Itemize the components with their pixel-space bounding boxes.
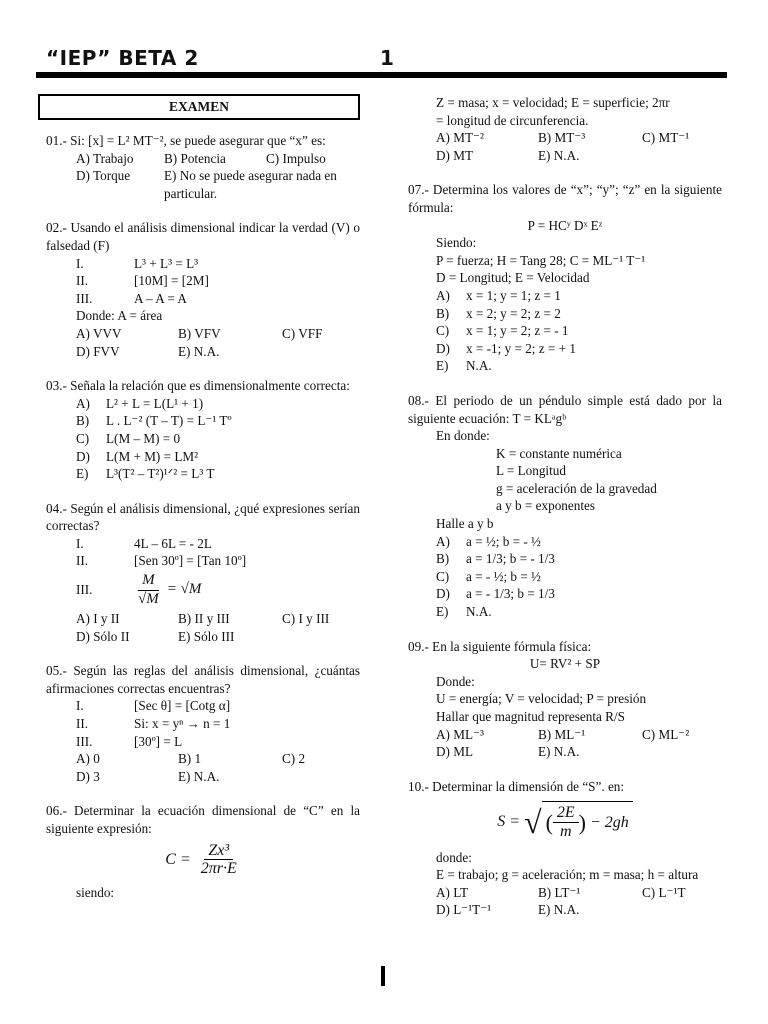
q4-stmt-ii: [Sen 30º] = [Tan 10º] (134, 553, 247, 569)
q5-stmt-i: [Sec θ] = [Cotg α] (134, 698, 231, 714)
question-5-stem: 05.- Según las reglas del análisis dimensional, ¿cuántas afirmaciones correctas encuentras? (46, 663, 360, 696)
q4-option-a: A) I y II (76, 611, 120, 627)
q8-def-l: L = Longitud (496, 463, 566, 479)
q2-option-b: B) VFV (178, 325, 221, 341)
q4-stmt-i: 4L – 6L = - 2L (134, 535, 212, 551)
q2-option-d: D) FVV (76, 343, 120, 359)
q8-option-c-label: C) (436, 568, 450, 584)
q8-def-ab: a y b = exponentes (496, 498, 595, 514)
q6-option-b: B) MT⁻³ (538, 130, 586, 146)
q10-option-c: C) L⁻¹T (642, 884, 686, 900)
q8-def-k: K = constante numérica (496, 445, 622, 461)
q3-option-a: L² + L = L(L¹ + 1) (106, 395, 204, 411)
q3-option-e: L³(T² – T²)¹ᐟ² = L³ T (106, 466, 215, 482)
q6-option-d: D) MT (436, 147, 473, 163)
question-10 (408, 778, 722, 919)
sqrt-icon: √ (524, 803, 542, 840)
q5-option-b: B) 1 (178, 751, 202, 767)
question-6-stem: 06.- Determinar la ecuación dimensional de “C” en la siguiente expresión: (46, 803, 360, 836)
q6-definitions-line-2: = longitud de circunferencia. (436, 112, 589, 128)
question-4 (46, 500, 360, 646)
exam-heading: EXAMEN (38, 94, 360, 120)
q7-option-a-label: A) (436, 287, 450, 303)
q1-option-e: E) No se puede asegurar nada en particular. (164, 168, 337, 201)
q4-option-c: C) I y III (282, 611, 330, 627)
q3-option-e-label: E) (76, 466, 89, 482)
q6-formula-numerator: Zx³ (204, 842, 233, 861)
question-6 (46, 802, 360, 901)
left-column (46, 94, 360, 918)
page-number: 1 (380, 46, 394, 70)
q9-option-d: D) ML (436, 744, 473, 760)
q5-option-d: D) 3 (76, 768, 100, 784)
q3-option-c: L(M – M) = 0 (106, 430, 181, 446)
q4-fraction-denominator: √M (138, 590, 159, 607)
document-title: “IEP” BETA 2 (46, 46, 199, 70)
q1-option-a: A) Trabajo (76, 150, 134, 166)
q7-option-e-label: E) (436, 358, 449, 374)
q2-where: Donde: A = área (76, 308, 163, 324)
q7-siendo: Siendo: (436, 235, 477, 251)
q8-option-e-label: E) (436, 604, 449, 620)
q8-option-a: a = ½; b = - ½ (466, 533, 541, 549)
q5-option-a: A) 0 (76, 751, 100, 767)
q2-stmt-ii-label: II. (76, 273, 89, 289)
question-6-continued (408, 94, 722, 164)
q7-definitions-1: P = fuerza; H = Tang 28; C = ML⁻¹ T⁻¹ (436, 252, 646, 268)
q6-formula-denominator: 2πr·E (200, 860, 237, 878)
question-7-stem: 07.- Determina los valores de “x”; “y”; “z” en la siguiente fórmula: (408, 182, 722, 215)
q6-formula-lhs: C = (165, 850, 191, 868)
q2-stmt-ii: [10M] = [2M] (134, 273, 209, 289)
q3-option-b: L . L⁻² (T – T) = L⁻¹ Tº (106, 413, 232, 429)
q10-option-d: D) L⁻¹T⁻¹ (436, 902, 492, 918)
column-divider-mark (381, 966, 385, 986)
q10-option-b: B) LT⁻¹ (538, 884, 581, 900)
q10-formula-rest: − 2gh (590, 813, 629, 831)
q9-where: Donde: (436, 673, 475, 689)
q7-option-d-label: D) (436, 340, 450, 356)
q5-option-c: C) 2 (282, 751, 306, 767)
question-8-stem: 08.- El periodo de un péndulo simple está dado por la siguiente ecuación: T = KLᵃgᵇ (408, 392, 722, 426)
q9-definitions: U = energía; V = velocidad; P = presión (436, 691, 647, 707)
question-3 (46, 377, 360, 483)
q7-option-e: N.A. (466, 358, 492, 374)
question-2 (46, 219, 360, 360)
q1-option-b: B) Potencia (164, 150, 226, 166)
question-5 (46, 662, 360, 785)
q9-hallar: Hallar que magnitud representa R/S (436, 709, 625, 724)
q8-option-d-label: D) (436, 586, 450, 602)
q8-halle: Halle a y b (436, 516, 494, 532)
q4-fraction-rhs: = √M (166, 581, 202, 598)
q5-option-e: E) N.A. (178, 768, 220, 784)
question-2-stem: 02.- Usando el análisis dimensional indicar la verdad (V) o falsedad (F) (46, 220, 360, 253)
q10-option-a: A) LT (436, 884, 469, 900)
question-4-stem: 04.- Según el análisis dimensional, ¿qué expresiones serían correctas? (46, 500, 360, 534)
q10-formula: S = √ ( $\frac{2E}{m}$ ) − 2gh (408, 801, 722, 842)
q6-definitions-line-1: Z = masa; x = velocidad; E = superficie; 2πr (436, 95, 670, 110)
q4-stmt-ii-label: II. (76, 553, 89, 569)
q3-option-a-label: A) (76, 395, 90, 411)
q2-stmt-i: L³ + L³ = L³ (134, 255, 199, 271)
q9-formula: U= RV² + SP (529, 656, 601, 672)
q4-option-b: B) II y III (178, 611, 230, 627)
q1-option-c: C) Impulso (266, 150, 326, 166)
q7-option-c: x = 1; y = 2; z = - 1 (466, 323, 569, 339)
q8-def-g: g = aceleración de la gravedad (496, 480, 657, 496)
question-9 (408, 638, 722, 761)
header-rule (36, 72, 727, 78)
q8-where: En donde: (436, 428, 490, 444)
question-8 (408, 392, 722, 621)
q10-where: donde: (436, 849, 472, 865)
q6-option-e: E) N.A. (538, 147, 580, 163)
q7-option-a: x = 1; y = 1; z = 1 (466, 287, 561, 303)
question-10-stem: 10.- Determinar la dimensión de “S”. en: (408, 778, 625, 794)
q8-option-c: a = - ½; b = ½ (466, 568, 541, 584)
q3-option-d-label: D) (76, 448, 90, 464)
q5-stmt-iii-label: III. (76, 733, 93, 749)
q6-siendo: siendo: (76, 884, 115, 900)
q7-option-b: x = 2; y = 2; z = 2 (466, 305, 561, 321)
q10-definitions: E = trabajo; g = aceleración; m = masa; h = altura (436, 867, 699, 883)
q9-option-a: A) ML⁻³ (436, 726, 484, 742)
q8-option-b: a = 1/3; b = - 1/3 (466, 551, 555, 567)
q4-stmt-i-label: I. (76, 535, 84, 551)
q3-option-d: L(M + M) = LM² (106, 448, 199, 464)
q9-option-e: E) N.A. (538, 744, 580, 760)
q7-formula: P = HCʸ Dˣ Eᶻ (527, 217, 603, 233)
q4-stmt-iii-label: III. (76, 582, 93, 598)
question-3-stem: 03.- Señala la relación que es dimensionalmente correcta: (46, 378, 350, 394)
q3-option-c-label: C) (76, 430, 90, 446)
q10-formula-denominator: m (560, 822, 572, 840)
q7-option-c-label: C) (436, 323, 450, 339)
q5-stmt-ii-label: II. (76, 716, 89, 732)
q5-stmt-ii: Si: x = yⁿ → n = 1 (134, 716, 231, 732)
q8-option-d: a = - 1/3; b = 1/3 (466, 586, 555, 602)
q8-option-e: N.A. (466, 604, 492, 620)
q7-option-b-label: B) (436, 305, 450, 321)
right-column (408, 94, 722, 936)
q2-stmt-iii: A – A = A (134, 290, 187, 306)
question-1 (46, 132, 360, 202)
q5-stmt-i-label: I. (76, 698, 84, 714)
question-9-stem: 09.- En la siguiente fórmula física: (408, 638, 592, 654)
q4-option-e: E) Sólo III (178, 628, 235, 644)
q4-option-d: D) Sólo II (76, 628, 130, 644)
q8-option-b-label: B) (436, 551, 450, 567)
q4-fraction (134, 572, 163, 608)
q2-option-a: A) VVV (76, 325, 122, 341)
q10-option-e: E) N.A. (538, 902, 580, 918)
q2-option-c: C) VFF (282, 325, 323, 341)
q1-option-d: D) Torque (76, 168, 131, 184)
q4-fraction-numerator: M (138, 572, 159, 591)
q2-stmt-iii-label: III. (76, 290, 93, 306)
q10-formula-lhs: S = (497, 813, 520, 831)
q2-stmt-i-label: I. (76, 255, 84, 271)
question-1-stem: 01.- Si: [x] = L² MT⁻², se puede asegurar que “x” es: (46, 133, 326, 148)
q9-option-c: C) ML⁻² (642, 726, 690, 742)
question-7 (408, 181, 722, 375)
q6-option-a: A) MT⁻² (436, 130, 484, 146)
q6-option-c: C) MT⁻¹ (642, 130, 690, 146)
q5-stmt-iii: [30º] = L (134, 733, 183, 749)
q9-option-b: B) ML⁻¹ (538, 726, 586, 742)
q8-option-a-label: A) (436, 533, 450, 549)
q6-formula (46, 842, 360, 878)
q7-option-d: x = -1; y = 2; z = + 1 (466, 340, 576, 356)
q10-formula-numerator: 2E (553, 804, 579, 823)
q2-option-e: E) N.A. (178, 343, 220, 359)
q7-definitions-2: D = Longitud; E = Velocidad (436, 270, 590, 286)
q3-option-b-label: B) (76, 413, 90, 429)
